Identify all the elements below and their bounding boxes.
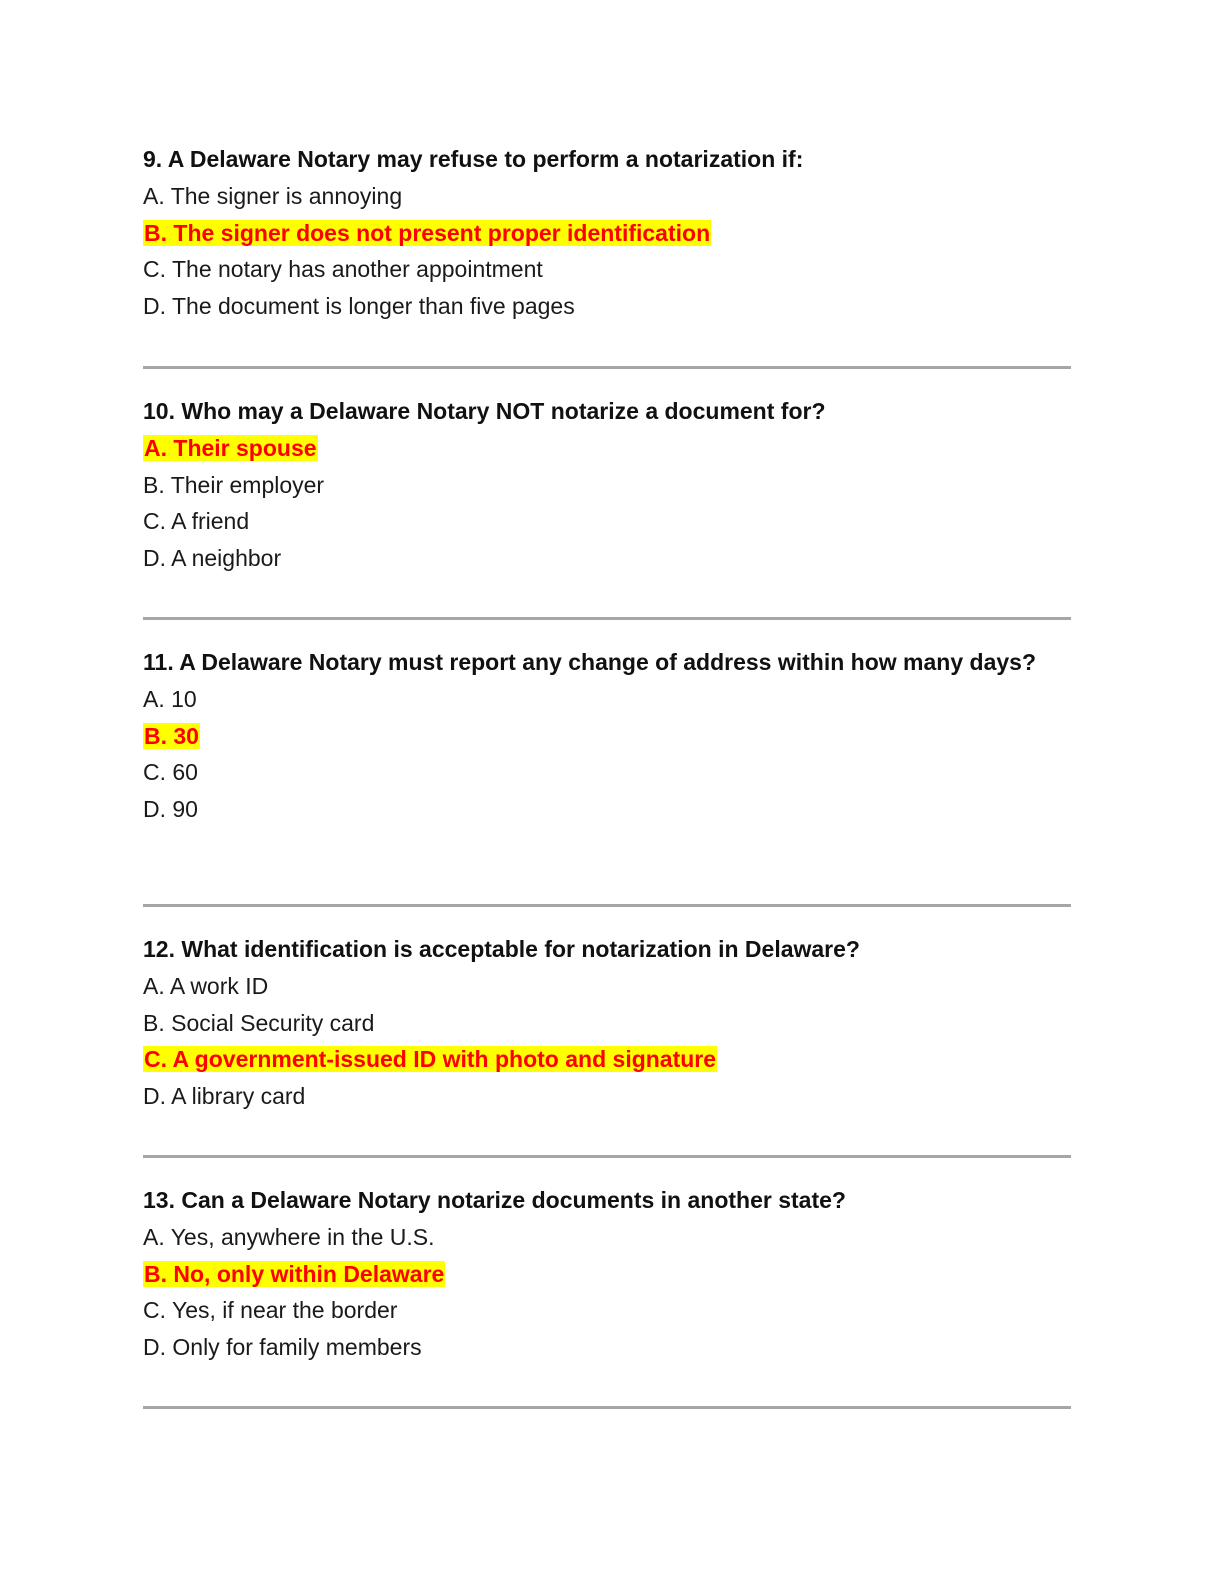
question-12-option-d: D. A library card bbox=[143, 1083, 306, 1110]
question-10-option-a-correct: A. Their spouse bbox=[144, 435, 317, 461]
question-13-option-a: A. Yes, anywhere in the U.S. bbox=[143, 1224, 435, 1250]
question-11-option-a: A. 10 bbox=[143, 686, 197, 712]
question-9-option-b-correct: B. The signer does not present proper identification bbox=[144, 219, 711, 246]
question-9-option-a: A. The signer is annoying bbox=[143, 183, 403, 209]
question-block-12 bbox=[143, 931, 860, 1115]
question-10-option-c: C. A friend bbox=[143, 508, 250, 535]
divider-5 bbox=[143, 1406, 1071, 1409]
question-block-9 bbox=[143, 141, 803, 325]
question-11-option-d: D. 90 bbox=[143, 796, 198, 823]
question-12-option-a: A. A work ID bbox=[143, 973, 269, 999]
question-block-11 bbox=[143, 644, 1043, 828]
question-9-text: 9. A Delaware Notary may refuse to perform a notarization if: bbox=[143, 146, 804, 172]
divider-2 bbox=[143, 617, 1071, 620]
question-10-text: 10. Who may a Delaware Notary NOT notarize a document for? bbox=[143, 398, 826, 424]
divider-3 bbox=[143, 904, 1071, 907]
question-11-option-c: C. 60 bbox=[143, 759, 198, 786]
question-12-option-b: B. Social Security card bbox=[143, 1009, 375, 1036]
question-9-option-d: D. The document is longer than five pages bbox=[143, 293, 575, 320]
question-block-10 bbox=[143, 393, 826, 577]
question-12-option-c-correct: C. A government-issued ID with photo and signature bbox=[144, 1046, 717, 1073]
question-10-option-d: D. A neighbor bbox=[143, 545, 282, 572]
question-11-text: 11. A Delaware Notary must report any change of address within how many days? bbox=[143, 649, 1036, 675]
question-block-13 bbox=[143, 1182, 846, 1366]
question-13-option-c: C. Yes, if near the border bbox=[143, 1297, 398, 1324]
question-13-option-d: D. Only for family members bbox=[143, 1334, 422, 1361]
divider-4 bbox=[143, 1155, 1071, 1158]
question-13-option-b-correct: B. No, only within Delaware bbox=[144, 1260, 445, 1287]
divider-1 bbox=[143, 366, 1071, 369]
question-10-option-b: B. Their employer bbox=[143, 471, 325, 498]
question-11-option-b-correct: B. 30 bbox=[144, 722, 199, 749]
question-12-text: 12. What identification is acceptable for notarization in Delaware? bbox=[143, 936, 860, 962]
question-9-option-c: C. The notary has another appointment bbox=[143, 256, 543, 283]
question-13-text: 13. Can a Delaware Notary notarize documents in another state? bbox=[143, 1187, 846, 1213]
